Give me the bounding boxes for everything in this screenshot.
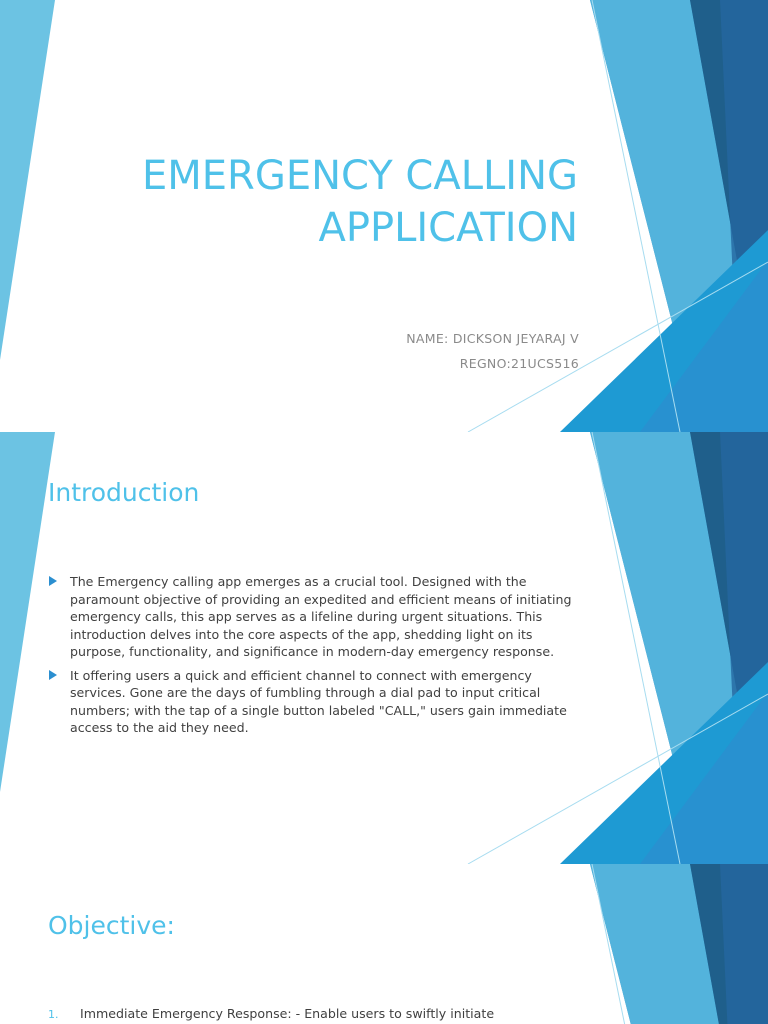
bullet-item (48, 667, 588, 737)
bullet-text: It offering users a quick and efficient channel to connect with emergency services. Gone are the days of fumbling through a dial pad to input critical numbers; with the tap of a single button labeled "CALL," users gain immediate access to the aid they need. (70, 667, 567, 735)
bullet-item (48, 573, 588, 661)
presentation-title (58, 150, 578, 254)
title-line-1: EMERGENCY CALLING (142, 153, 578, 199)
title-slide (0, 0, 768, 432)
item-text: Immediate Emergency Response: - Enable users to swiftly initiate (80, 1006, 495, 1021)
numbered-item (48, 1005, 588, 1023)
bullet-arrow-icon (49, 576, 57, 586)
title-line-2: APPLICATION (318, 205, 578, 251)
introduction-slide (0, 432, 768, 864)
registration-number: REGNO:21UCS516 (459, 356, 579, 371)
numbered-list (48, 1005, 588, 1023)
slide-decoration (0, 864, 768, 1024)
slide-heading: Introduction (48, 478, 200, 507)
bullet-text: The Emergency calling app emerges as a crucial tool. Designed with the paramount objective of providing an expedited and efficient means of initiating emergency calls, this app serves as a lifeline during urgent situations. This introduction delves into the core aspects of the app, shedding light on its purpose, functionality, and significance in modern-day emergency response. (70, 574, 572, 659)
slide-heading: Objective: (48, 911, 175, 940)
bullet-arrow-icon (49, 670, 57, 680)
author-name: NAME: DICKSON JEYARAJ V (406, 331, 579, 346)
item-number: 1. (48, 1008, 59, 1021)
bullet-list (48, 573, 588, 743)
objective-slide (0, 864, 768, 1024)
